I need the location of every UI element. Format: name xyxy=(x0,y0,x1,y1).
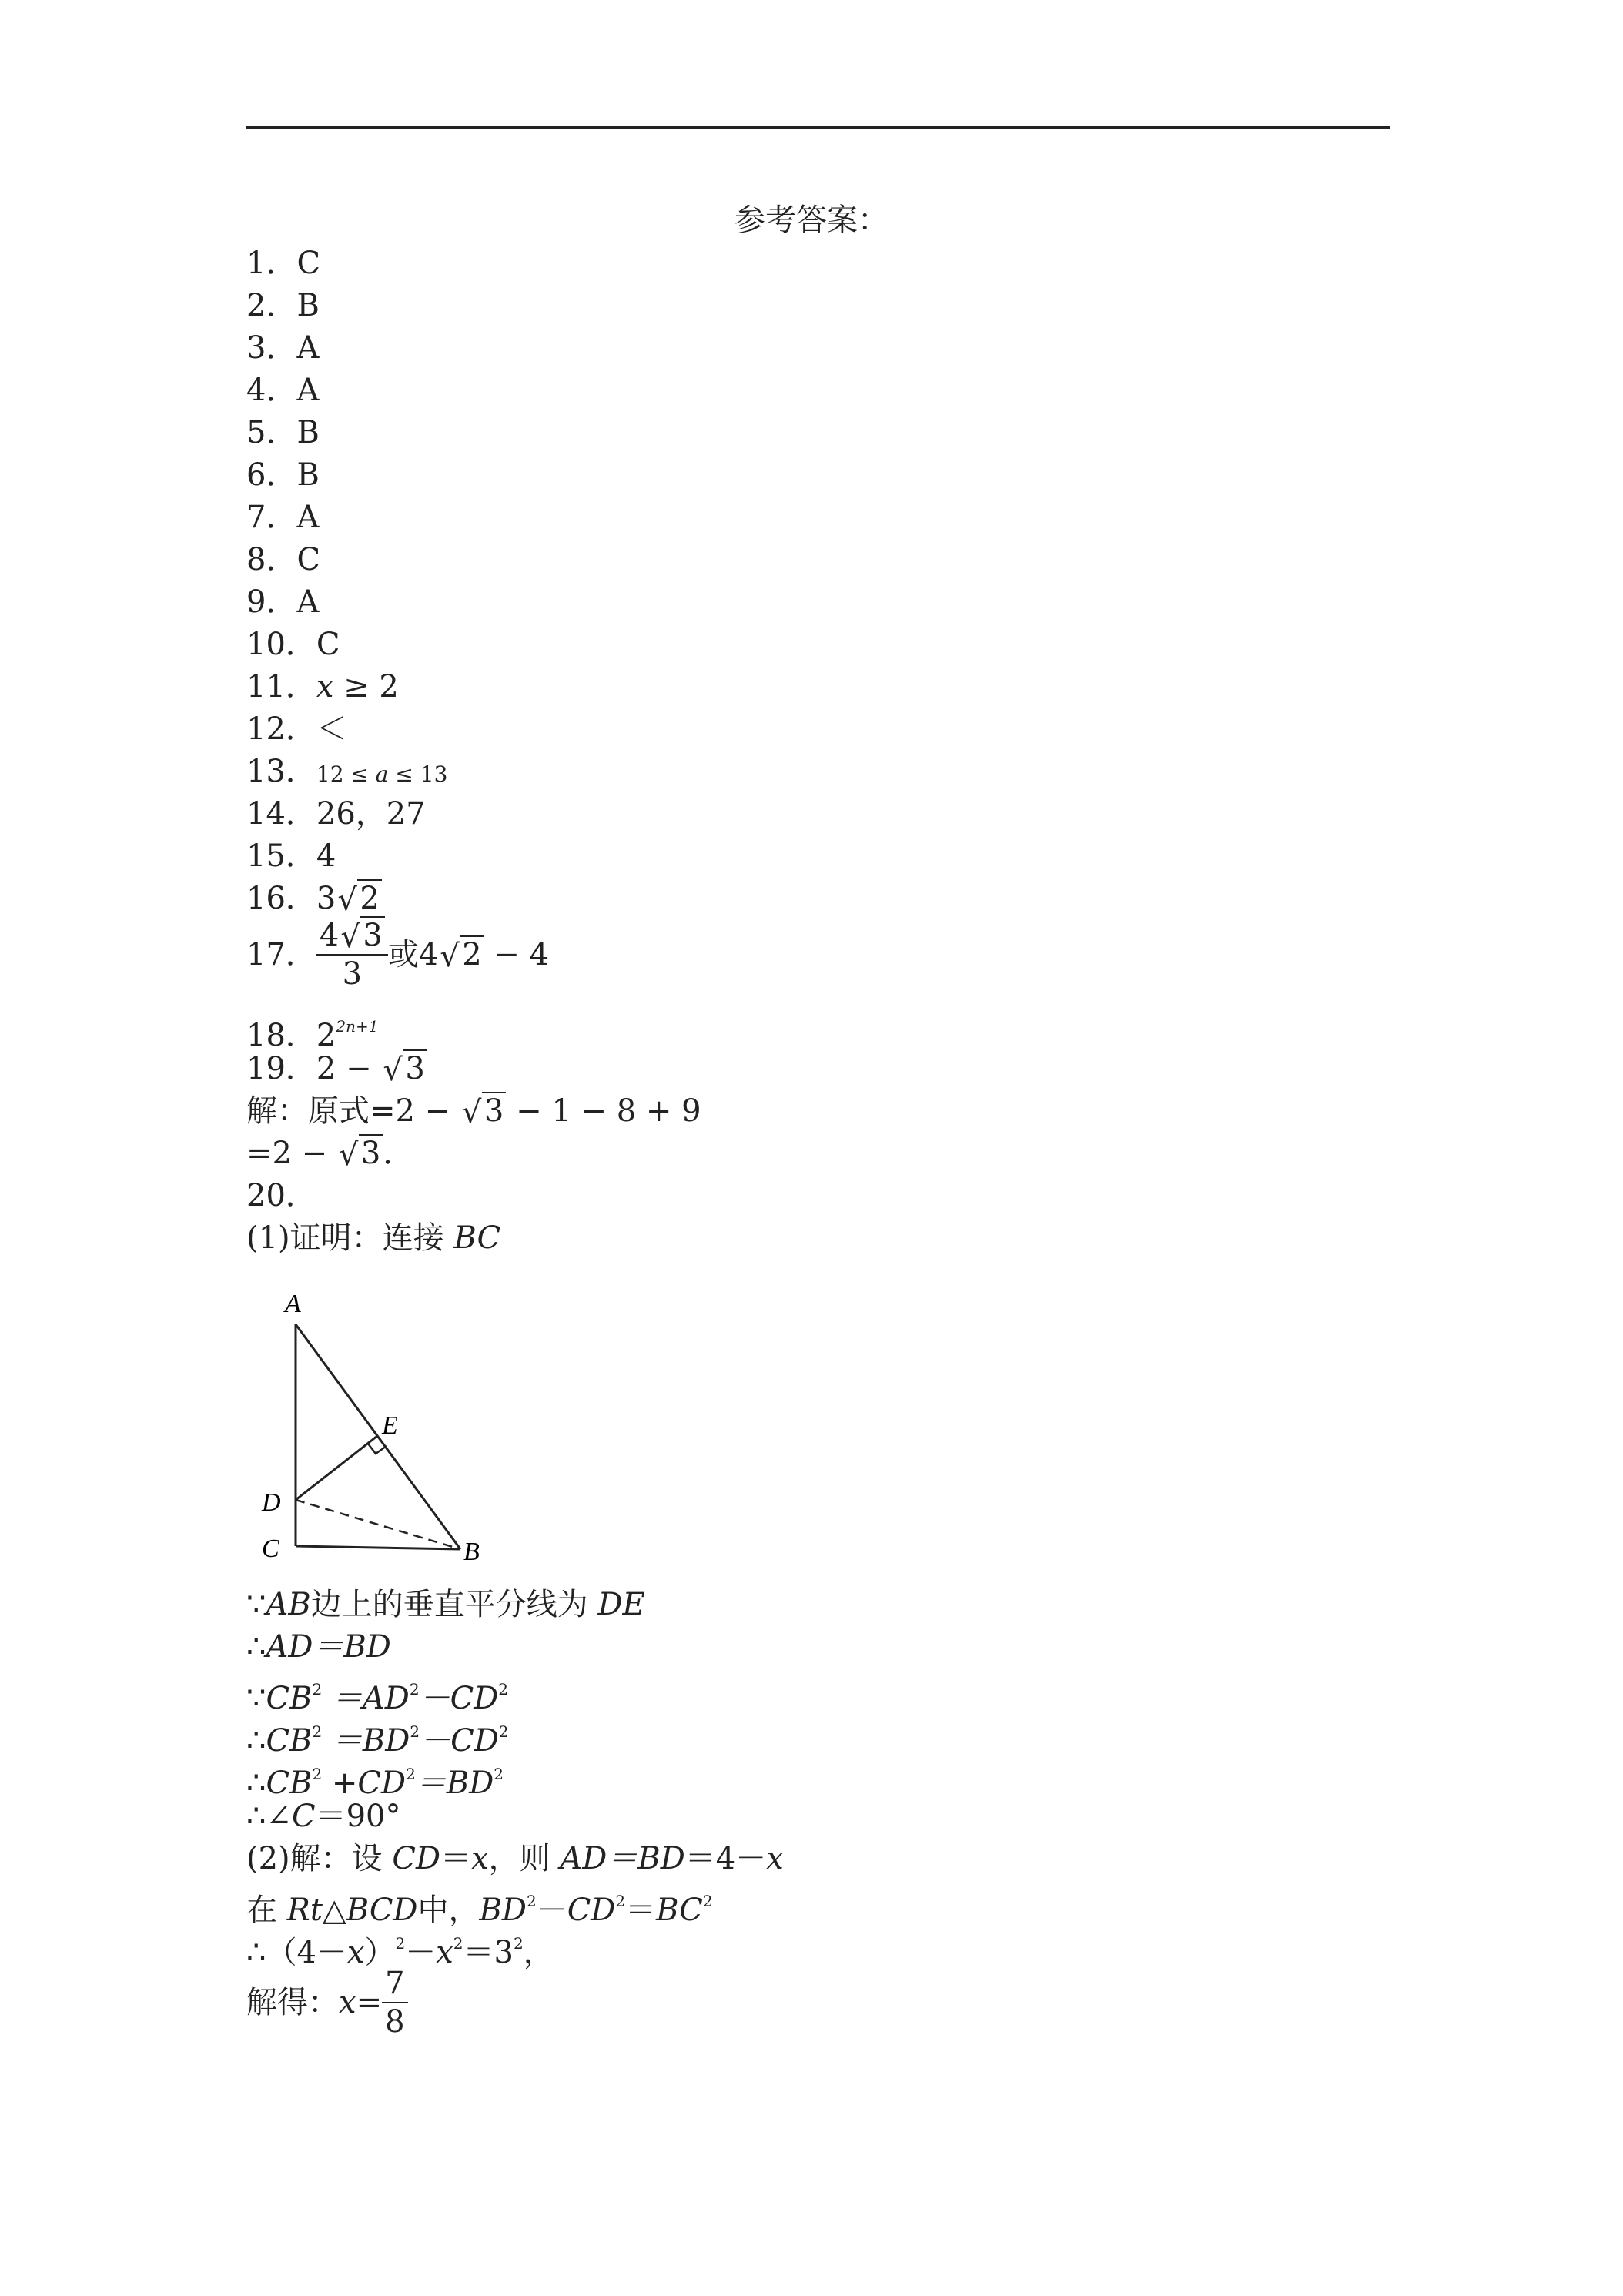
part-2-line-4: 解得：x= $\frac{7}{8}$ xyxy=(246,1968,408,2037)
radical: √ 2 xyxy=(337,877,381,920)
label-a: A xyxy=(285,1290,301,1318)
answer-16: 16．3 √ 2 xyxy=(246,877,382,920)
answer-5: 5．B xyxy=(246,415,320,450)
side-cb xyxy=(296,1546,460,1549)
proof-line-6: ∴∠C＝90° xyxy=(246,1799,401,1834)
answer-9: 9．A xyxy=(246,584,320,620)
part-2-line-1: (2)解：设 CD＝x，则 AD＝BD＝4－x xyxy=(246,1841,784,1876)
fraction: 4 √ 3 3 xyxy=(316,920,388,989)
answer-1: 1．C xyxy=(246,246,321,281)
label-b: B xyxy=(463,1538,480,1566)
proof-line-1: ∵AB边上的垂直平分线为 DE xyxy=(246,1587,645,1622)
answer-6: 6．B xyxy=(246,457,320,493)
answer-10: 10．C xyxy=(246,627,340,662)
page-title: 参考答案： xyxy=(735,202,888,238)
label-c: C xyxy=(262,1535,279,1563)
proof-line-3: $\because CB^2 =AD^2-CD^2$ xyxy=(246,1680,509,1716)
header-rule xyxy=(246,126,1390,129)
answer-2: 2．B xyxy=(246,288,320,323)
answer-4: 4．A xyxy=(246,373,320,408)
proof-line-4: $\therefore CB^2 =BD^2-CD^2$ xyxy=(246,1722,509,1759)
segment-de xyxy=(296,1436,377,1500)
answer-17: 17． 4 √ 3 3 或4 √ 2 − 4 xyxy=(246,918,550,992)
part-2-line-3: $\therefore(4-x)^2-x^2=3^2$， xyxy=(246,1934,554,1970)
answer-14: 14．26，27 xyxy=(246,796,426,832)
solution-19-line-2: =2 − √ 3． xyxy=(246,1136,414,1173)
answer-15: 15．4 xyxy=(246,838,336,874)
answer-7: 7．A xyxy=(246,500,320,535)
answer-13: 13．12 ≤ a ≤ 13 xyxy=(246,754,448,789)
proof-line-5: $\therefore CB^2 +CD^2=BD^2$ xyxy=(246,1765,504,1801)
question-20: 20． xyxy=(246,1178,316,1213)
label-e: E xyxy=(382,1411,398,1440)
answer-19: 19．2 − √ 3 xyxy=(246,1047,427,1090)
part-1-label: (1)证明：连接 BC xyxy=(246,1220,501,1256)
triangle-figure xyxy=(254,1278,516,1571)
solution-19-line-1: 解：原式=2 − √ 3 − 1 − 8 + 9 xyxy=(246,1093,701,1130)
answer-18: 18．$2^{2n+1}$ xyxy=(246,1017,379,1053)
segment-db-dashed xyxy=(296,1500,460,1549)
answer-8: 8．C xyxy=(246,542,321,577)
answer-12: 12．＜ xyxy=(246,711,347,747)
part-2-line-2: 在 Rt△BCD中，$BD^2-CD^2=BC^2$ xyxy=(246,1892,713,1928)
answer-11: 11．x ≥ 2 xyxy=(246,669,399,705)
proof-line-2: ∴AD＝BD xyxy=(246,1629,391,1665)
label-d: D xyxy=(262,1488,281,1517)
side-ab xyxy=(296,1324,460,1549)
fraction-seven-eighths: $\frac{7}{8}$ xyxy=(382,1968,407,2037)
answer-3: 3．A xyxy=(246,330,320,366)
